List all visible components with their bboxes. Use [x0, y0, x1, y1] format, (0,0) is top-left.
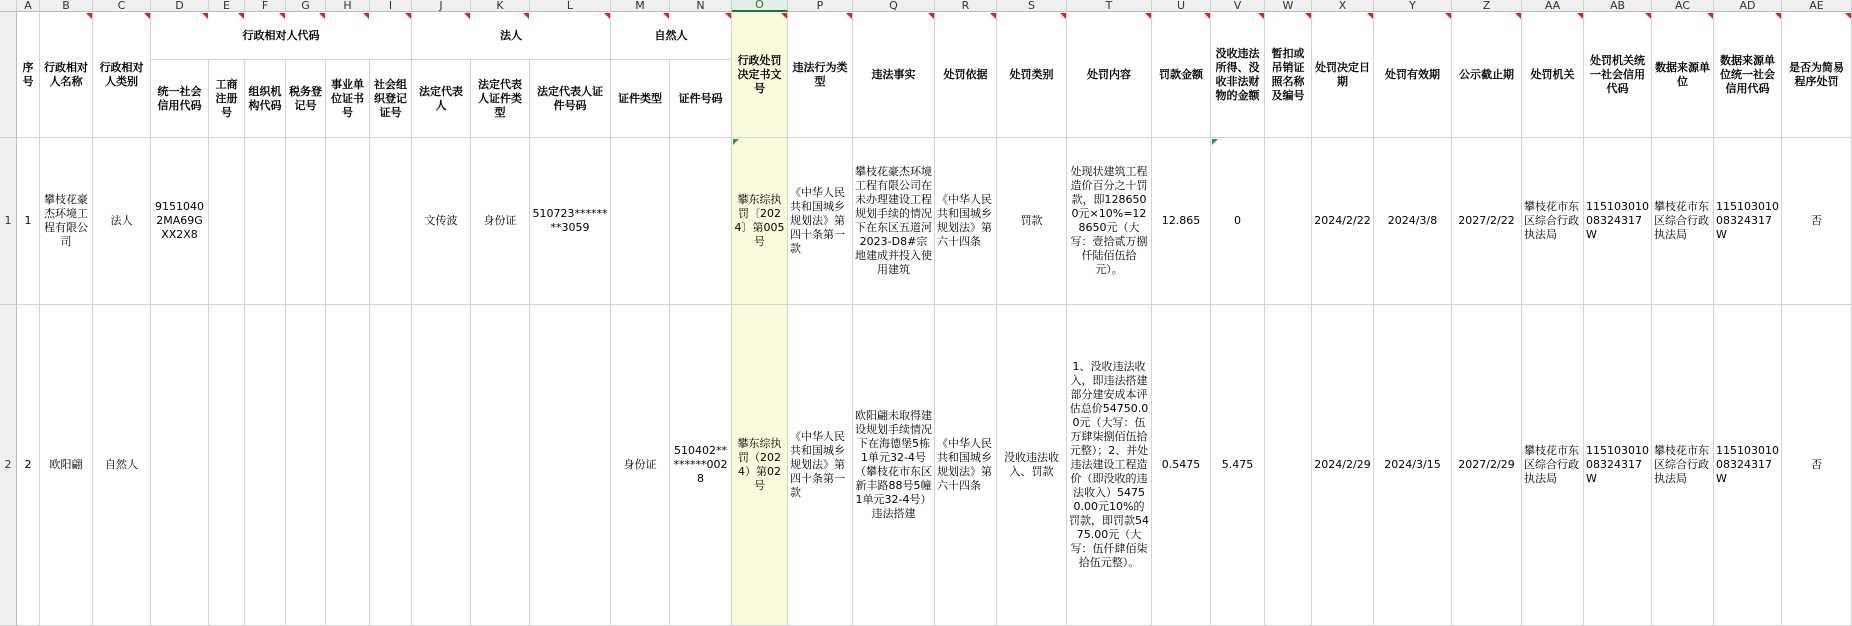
- header-org-code[interactable]: 组织机构代码: [245, 60, 286, 138]
- column-header-j[interactable]: J: [412, 0, 471, 12]
- cell-p-row1[interactable]: 《中华人民共和国城乡规划法》第四十条第一款: [788, 138, 853, 305]
- cell-g-row2[interactable]: [286, 305, 326, 626]
- column-header-h[interactable]: H: [326, 0, 370, 12]
- cell-r-row1[interactable]: 《中华人民共和国城乡规划法》第六十四条: [935, 138, 997, 305]
- column-header-a[interactable]: A: [17, 0, 40, 12]
- cell-c-row1[interactable]: 法人: [93, 138, 151, 305]
- cell-b-row2[interactable]: 欧阳翩: [40, 305, 93, 626]
- header-legal-rep-id-no[interactable]: 法定代表人证件号码: [530, 60, 611, 138]
- cell-ae-row1[interactable]: 否: [1782, 138, 1852, 305]
- column-header-w[interactable]: W: [1265, 0, 1312, 12]
- cell-l-row1[interactable]: 510723********3059: [530, 138, 611, 305]
- cell-k-row1[interactable]: 身份证: [471, 138, 530, 305]
- column-header-s[interactable]: S: [997, 0, 1067, 12]
- column-header-g[interactable]: G: [286, 0, 326, 12]
- cell-k-row2[interactable]: [471, 305, 530, 626]
- comment-indicator: [279, 13, 285, 19]
- cell-f-row1[interactable]: [245, 138, 286, 305]
- header-inst-cert[interactable]: 事业单位证书号: [326, 60, 370, 138]
- comment-indicator: [1775, 13, 1781, 19]
- header-seq[interactable]: 序号: [17, 12, 40, 138]
- cell-c-row2[interactable]: 自然人: [93, 305, 151, 626]
- cell-q-row2[interactable]: 欧阳翩未取得建设规划手续情况下在海德堡5栋1单元32-4号（攀枝花市东区新丰路88号5幢1单元32-4号）违法搭建: [853, 305, 935, 626]
- column-header-q[interactable]: Q: [853, 0, 935, 12]
- column-header-r[interactable]: R: [935, 0, 997, 12]
- cell-z-row2[interactable]: 2027/2/29: [1452, 305, 1522, 626]
- cell-x-row2[interactable]: 2024/2/29: [1312, 305, 1374, 626]
- header-authority-code[interactable]: 处罚机关统一社会信用代码: [1584, 12, 1652, 138]
- column-header-y[interactable]: Y: [1374, 0, 1452, 12]
- cell-l-row2[interactable]: [530, 305, 611, 626]
- header-source-code[interactable]: 数据来源单位统一社会信用代码: [1714, 12, 1782, 138]
- comment-indicator: [523, 13, 529, 19]
- cell-v-row1[interactable]: 0: [1211, 138, 1265, 305]
- cell-y-row2[interactable]: 2024/3/15: [1374, 305, 1452, 626]
- cell-j-row1[interactable]: 文传波: [412, 138, 471, 305]
- comment-indicator: [202, 13, 208, 19]
- comment-indicator: [1258, 13, 1264, 19]
- cell-aa-row2[interactable]: 攀枝花市东区综合行政执法局: [1522, 305, 1584, 626]
- comment-indicator: [1204, 13, 1210, 19]
- comment-indicator: [1645, 13, 1651, 19]
- header-valid-until[interactable]: 处罚有效期: [1374, 12, 1452, 138]
- comment-indicator: [405, 13, 411, 19]
- cell-s-row1[interactable]: 罚款: [997, 138, 1067, 305]
- cell-m-row1[interactable]: [611, 138, 670, 305]
- comment-indicator: [319, 13, 325, 19]
- cell-z-row1[interactable]: 2027/2/22: [1452, 138, 1522, 305]
- cell-r-row2[interactable]: 《中华人民共和国城乡规划法》第六十四条: [935, 305, 997, 626]
- cell-ab-row1[interactable]: 11510301008324317W: [1584, 138, 1652, 305]
- cell-i-row2[interactable]: [370, 305, 412, 626]
- header-id-no[interactable]: 证件号码: [670, 60, 732, 138]
- header-decision-date[interactable]: 处罚决定日期: [1312, 12, 1374, 138]
- comment-indicator: [363, 13, 369, 19]
- column-header-u[interactable]: U: [1152, 0, 1211, 12]
- comment-indicator: [846, 13, 852, 19]
- cell-o-row2[interactable]: 攀东综执罚（2024）第02号: [732, 305, 788, 626]
- header-type[interactable]: 行政相对人类别: [93, 12, 151, 138]
- cell-u-row1[interactable]: 12.865: [1152, 138, 1211, 305]
- cell-ad-row1[interactable]: 11510301008324317W: [1714, 138, 1782, 305]
- comment-indicator: [86, 13, 92, 19]
- column-header-b[interactable]: B: [40, 0, 93, 12]
- header-confiscated[interactable]: 没收违法所得、没收非法财物的金额: [1211, 12, 1265, 138]
- cell-m-row2[interactable]: 身份证: [611, 305, 670, 626]
- cell-n-row1[interactable]: [670, 138, 732, 305]
- cell-o-row1[interactable]: 攀东综执罚〔2024〕第005号: [732, 138, 788, 305]
- header-facts[interactable]: 违法事实: [853, 12, 935, 138]
- error-indicator: [733, 139, 739, 145]
- comment-indicator: [781, 13, 787, 19]
- header-social-org[interactable]: 社会组织登记证号: [370, 60, 412, 138]
- comment-indicator: [464, 13, 470, 19]
- cell-e-row1[interactable]: [209, 138, 245, 305]
- column-header-l[interactable]: L: [530, 0, 611, 12]
- cell-h-row2[interactable]: [326, 305, 370, 626]
- cell-ac-row2[interactable]: 攀枝花市东区综合行政执法局: [1652, 305, 1714, 626]
- header-basis[interactable]: 处罚依据: [935, 12, 997, 138]
- column-header-c[interactable]: C: [93, 0, 151, 12]
- header-fine[interactable]: 罚款金额: [1152, 12, 1211, 138]
- cell-a-row2[interactable]: 2: [17, 305, 40, 626]
- column-header-i[interactable]: I: [370, 0, 412, 12]
- header-group-natural[interactable]: 自然人: [611, 12, 732, 60]
- column-header-m[interactable]: M: [611, 0, 670, 12]
- header-category[interactable]: 处罚类别: [997, 12, 1067, 138]
- column-header-z[interactable]: Z: [1452, 0, 1522, 12]
- column-header-ac[interactable]: AC: [1652, 0, 1714, 12]
- header-violation-type[interactable]: 违法行为类型: [788, 12, 853, 138]
- cell-v-row2[interactable]: 5.475: [1211, 305, 1265, 626]
- header-group-admin-code[interactable]: 行政相对人代码: [151, 12, 412, 60]
- comment-indicator: [238, 13, 244, 19]
- column-header-k[interactable]: K: [471, 0, 530, 12]
- cell-t-row2[interactable]: 1、没收违法收入，即违法搭建部分建安成本评估总价54750.00元（大写：伍万肆柒捌佰伍拾元整）；2、并处违法建设工程造价（即没收的违法收入）54750.00元10%的罚款，即罚款5475.00元（大写：伍仟肆佰柒拾伍元整）。: [1067, 305, 1152, 626]
- comment-indicator: [604, 13, 610, 19]
- column-header-o[interactable]: O: [732, 0, 788, 12]
- cell-ac-row1[interactable]: 攀枝花市东区综合行政执法局: [1652, 138, 1714, 305]
- cell-y-row1[interactable]: 2024/3/8: [1374, 138, 1452, 305]
- cell-t-row1[interactable]: 处现状建筑工程造价百分之十罚款，即1286500元×10%=128650元（大写：壹拾贰万捌仟陆佰伍拾元）。: [1067, 138, 1152, 305]
- cell-q-row1[interactable]: 攀枝花豪杰环境工程有限公司在未办理建设工程规划手续的情况下在东区五道河2023-D8#宗地建成并投入使用建筑: [853, 138, 935, 305]
- cell-a-row1[interactable]: 1: [17, 138, 40, 305]
- cell-w-row2[interactable]: [1265, 305, 1312, 626]
- comment-indicator: [1305, 13, 1311, 19]
- header-legal-rep-id-type[interactable]: 法定代表人证件类型: [471, 60, 530, 138]
- column-header-f[interactable]: F: [245, 0, 286, 12]
- column-header-ab[interactable]: AB: [1584, 0, 1652, 12]
- header-legal-rep[interactable]: 法定代表人: [412, 60, 471, 138]
- column-header-ad[interactable]: AD: [1714, 0, 1782, 12]
- comment-indicator: [1707, 13, 1713, 19]
- cell-j-row2[interactable]: [412, 305, 471, 626]
- cell-d-row2[interactable]: [151, 305, 209, 626]
- cell-n-row2[interactable]: 510402********0028: [670, 305, 732, 626]
- comment-indicator: [990, 13, 996, 19]
- error-indicator: [1212, 139, 1218, 145]
- comment-indicator: [1367, 13, 1373, 19]
- comment-indicator: [1145, 13, 1151, 19]
- column-header-n[interactable]: N: [670, 0, 732, 12]
- comment-indicator: [1445, 13, 1451, 19]
- header-source[interactable]: 数据来源单位: [1652, 12, 1714, 138]
- cell-s-row2[interactable]: 没收违法收入、罚款: [997, 305, 1067, 626]
- column-header-ae[interactable]: AE: [1782, 0, 1852, 12]
- row-header-1[interactable]: 1: [0, 138, 17, 305]
- column-header-aa[interactable]: AA: [1522, 0, 1584, 12]
- cell-aa-row1[interactable]: 攀枝花市东区综合行政执法局: [1522, 138, 1584, 305]
- cell-u-row2[interactable]: 0.5475: [1152, 305, 1211, 626]
- cell-b-row1[interactable]: 攀枝花豪杰环境工程有限公司: [40, 138, 93, 305]
- header-biz-reg[interactable]: 工商注册号: [209, 60, 245, 138]
- column-header-t[interactable]: T: [1067, 0, 1152, 12]
- cell-d-row1[interactable]: 91510402MA69GXX2X8: [151, 138, 209, 305]
- header-uscc[interactable]: 统一社会信用代码: [151, 60, 209, 138]
- row-header-2[interactable]: 2: [0, 305, 17, 626]
- comment-indicator: [928, 13, 934, 19]
- header-license[interactable]: 暂扣或吊销证照名称及编号: [1265, 12, 1312, 138]
- column-header-p[interactable]: P: [788, 0, 853, 12]
- cell-ad-row2[interactable]: 11510301008324317W: [1714, 305, 1782, 626]
- cell-w-row1[interactable]: [1265, 138, 1312, 305]
- header-publish-until[interactable]: 公示截止期: [1452, 12, 1522, 138]
- row-header-0[interactable]: [0, 12, 17, 138]
- cell-x-row1[interactable]: 2024/2/22: [1312, 138, 1374, 305]
- column-header-d[interactable]: D: [151, 0, 209, 12]
- header-simple[interactable]: 是否为简易程序处罚: [1782, 12, 1852, 138]
- cell-g-row1[interactable]: [286, 138, 326, 305]
- cell-e-row2[interactable]: [209, 305, 245, 626]
- cell-ae-row2[interactable]: 否: [1782, 305, 1852, 626]
- comment-indicator: [1515, 13, 1521, 19]
- cell-h-row1[interactable]: [326, 138, 370, 305]
- comment-indicator: [725, 13, 731, 19]
- comment-indicator: [663, 13, 669, 19]
- comment-indicator: [1845, 13, 1851, 19]
- cell-f-row2[interactable]: [245, 305, 286, 626]
- header-doc-no[interactable]: 行政处罚决定书文号: [732, 12, 788, 138]
- cell-p-row2[interactable]: 《中华人民共和国城乡规划法》第四十条第一款: [788, 305, 853, 626]
- header-id-type[interactable]: 证件类型: [611, 60, 670, 138]
- column-header-x[interactable]: X: [1312, 0, 1374, 12]
- header-name[interactable]: 行政相对人名称: [40, 12, 93, 138]
- select-all-corner[interactable]: [0, 0, 17, 12]
- cell-i-row1[interactable]: [370, 138, 412, 305]
- comment-indicator: [1577, 13, 1583, 19]
- column-header-e[interactable]: E: [209, 0, 245, 12]
- comment-indicator: [1060, 13, 1066, 19]
- header-content[interactable]: 处罚内容: [1067, 12, 1152, 138]
- column-header-v[interactable]: V: [1211, 0, 1265, 12]
- header-tax-reg[interactable]: 税务登记号: [286, 60, 326, 138]
- header-authority[interactable]: 处罚机关: [1522, 12, 1584, 138]
- cell-ab-row2[interactable]: 11510301008324317W: [1584, 305, 1652, 626]
- comment-indicator: [144, 13, 150, 19]
- header-group-legal[interactable]: 法人: [412, 12, 611, 60]
